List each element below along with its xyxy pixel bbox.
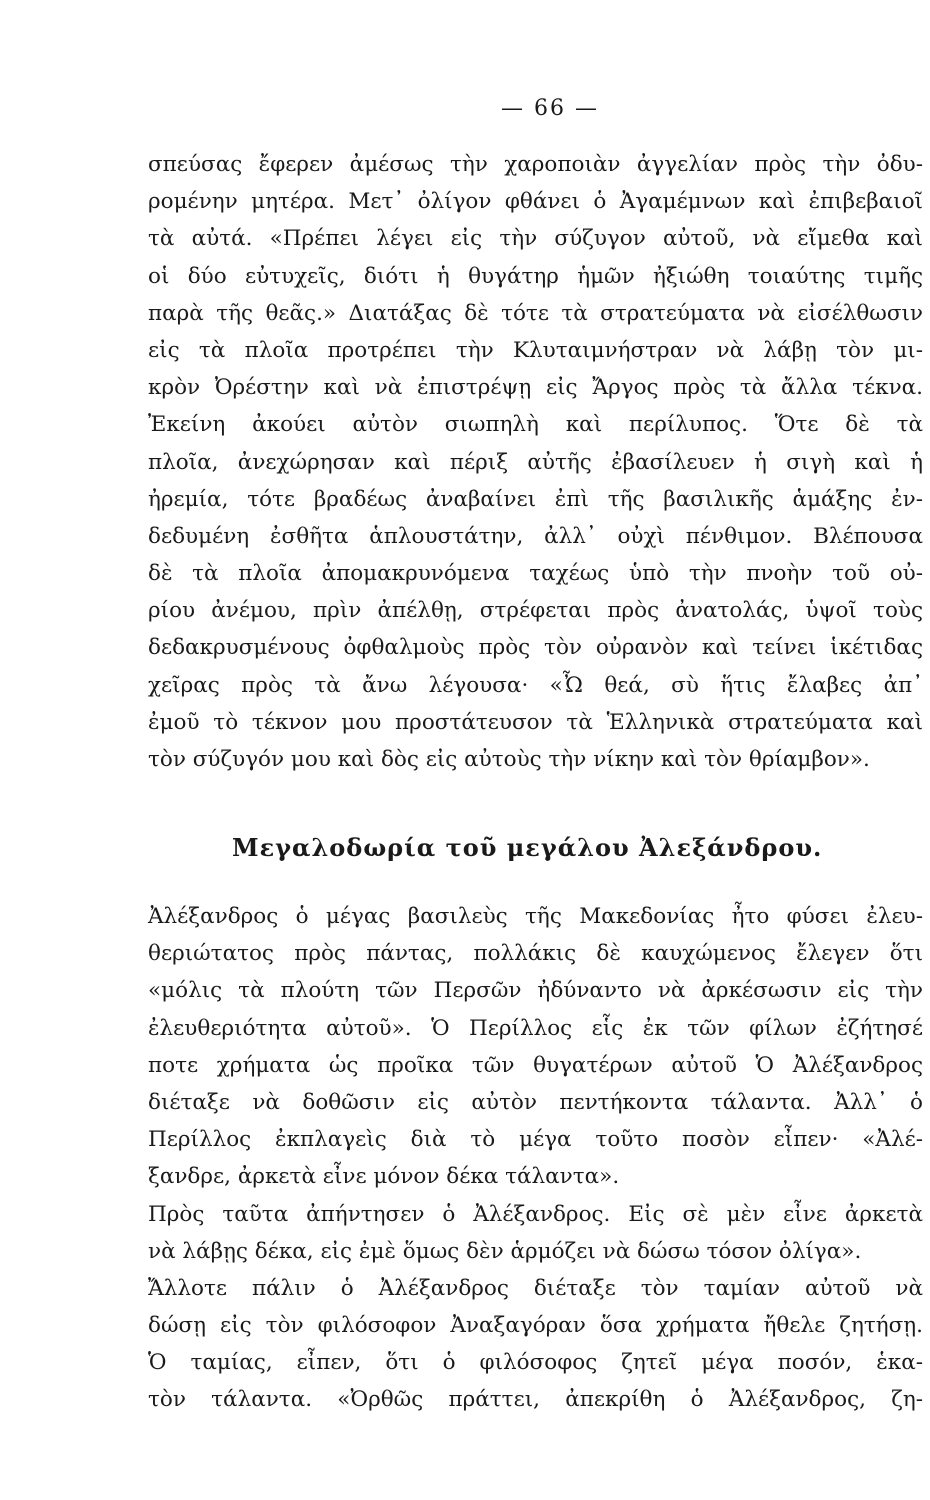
text-line: Ἀλέξανδρος ὁ μέγας βασιλεὺς τῆς Μακεδονίας ἦτο φύσει ἐλευ-	[148, 904, 923, 929]
text-line: διέταξε νὰ δοθῶσιν εἰς αὐτὸν πεντήκοντα τάλαντα. Ἀλλ᾽ ὁ	[148, 1089, 923, 1115]
text-line: δὲ τὰ πλοῖα ἀπομακρυνόμενα ταχέως ὑπὸ τὴν πνοὴν τοῦ οὐ-	[148, 561, 923, 587]
text-line: τὸν σύζυγόν μου καὶ δὸς εἰς αὐτοὺς τὴν νίκην καὶ τὸν θρίαμβον».	[148, 747, 870, 772]
text-line: ἐλευθεριότητα αὐτοῦ». Ὁ Περίλλος εἷς ἐκ τῶν φίλων ἐζήτησέ	[148, 1015, 923, 1041]
page-number: — 66 —	[501, 96, 599, 121]
passage-two	[148, 898, 923, 1419]
text-line: πλοῖα, ἀνεχώρησαν καὶ πέριξ αὐτῆς ἐβασίλευεν ἡ σιγὴ καὶ ἡ	[148, 449, 923, 475]
text-line: νὰ λάβῃς δέκα, εἰς ἐμὲ ὅμως δὲν ἁρμόζει νὰ δώσω τόσον ὀλίγα».	[148, 1238, 862, 1264]
text-line: ἐμοῦ τὸ τέκνον μου προστάτευσον τὰ Ἑλληνικὰ στρατεύματα καὶ	[148, 709, 923, 735]
text-line: κρὸν Ὀρέστην καὶ νὰ ἐπιστρέψῃ εἰς Ἄργος πρὸς τὰ ἄλλα τέκνα.	[148, 375, 923, 401]
text-line: Ἄλλοτε πάλιν ὁ Ἀλέξανδρος διέταξε τὸν ταμίαν αὐτοῦ νὰ	[148, 1275, 923, 1301]
text-line: θεριώτατος πρὸς πάντας, πολλάκις δὲ καυχώμενος ἔλεγεν ὅτι	[148, 941, 923, 967]
text-line: χεῖρας πρὸς τὰ ἄνω λέγουσα· «Ὦ θεά, σὺ ἥτις ἔλαβες ἀπ᾽	[148, 672, 923, 698]
text-line: παρὰ τῆς θεᾶς.» Διατάξας δὲ τότε τὰ στρατεύματα νὰ εἰσέλθωσιν	[148, 300, 923, 326]
text-line: τὸν τάλαντα. «Ὀρθῶς πράττει, ἀπεκρίθη ὁ Ἀλέξανδρος, ζη-	[148, 1387, 923, 1413]
text-line: Πρὸς ταῦτα ἀπήντησεν ὁ Ἀλέξανδρος. Εἰς σὲ μὲν εἶνε ἀρκετὰ	[148, 1201, 923, 1227]
text-line: ἠρεμία, τότε βραδέως ἀναβαίνει ἐπὶ τῆς βασιλικῆς ἁμάξης ἐν-	[148, 486, 923, 512]
text-line: ποτε χρήματα ὡς προῖκα τῶν θυγατέρων αὐτοῦ Ὁ Ἀλέξανδρος	[148, 1052, 923, 1078]
section-heading: Μεγαλοδωρία τοῦ μεγάλου Ἀλεξάνδρου.	[232, 833, 823, 862]
text-line: δεδυμένη ἐσθῆτα ἁπλουστάτην, ἀλλ᾽ οὐχὶ πένθιμον. Βλέπουσα	[148, 523, 923, 549]
text-line: ρομένην μητέρα. Μετ᾽ ὀλίγον φθάνει ὁ Ἀγαμέμνων καὶ ἐπιβεβαιοῖ	[148, 189, 923, 215]
text-line: δώσῃ εἰς τὸν φιλόσοφον Ἀναξαγόραν ὅσα χρήματα ἤθελε ζητήσῃ.	[148, 1313, 923, 1339]
text-line: Περίλλος ἐκπλαγεὶς διὰ τὸ μέγα τοῦτο ποσὸν εἶπεν· «Ἀλέ-	[148, 1127, 923, 1153]
text-line: τὰ αὐτά. «Πρέπει λέγει εἰς τὴν σύζυγον αὐτοῦ, νὰ εἴμεθα καὶ	[148, 226, 923, 252]
text-line: εἰς τὰ πλοῖα προτρέπει τὴν Κλυταιμνήστραν νὰ λάβῃ τὸν μι-	[148, 337, 923, 363]
passage-one	[148, 146, 923, 778]
text-line: ξανδρε, ἀρκετὰ εἶνε μόνον δέκα τάλαντα».	[148, 1164, 620, 1190]
text-line: οἱ δύο εὐτυχεῖς, διότι ἡ θυγάτηρ ἡμῶν ἠξιώθη τοιαύτης τιμῆς	[148, 263, 923, 289]
text-line: δεδακρυσμένους ὀφθαλμοὺς πρὸς τὸν οὐρανὸν καὶ τείνει ἱκέτιδας	[148, 635, 923, 661]
text-line: ρίου ἀνέμου, πρὶν ἀπέλθῃ, στρέφεται πρὸς ἀνατολάς, ὑψοῖ τοὺς	[148, 598, 923, 624]
text-line: σπεύσας ἔφερεν ἀμέσως τὴν χαροποιὰν ἀγγελίαν πρὸς τὴν ὀδυ-	[148, 152, 923, 177]
text-line: Ὁ ταμίας, εἶπεν, ὅτι ὁ φιλόσοφος ζητεῖ μέγα ποσόν, ἑκα-	[148, 1350, 923, 1376]
text-line: «μόλις τὰ πλούτη τῶν Περσῶν ἠδύναντο νὰ ἀρκέσωσιν εἰς τὴν	[148, 978, 923, 1004]
text-line: Ἐκείνη ἀκούει αὐτὸν σιωπηλὴ καὶ περίλυπος. Ὅτε δὲ τὰ	[148, 412, 923, 438]
